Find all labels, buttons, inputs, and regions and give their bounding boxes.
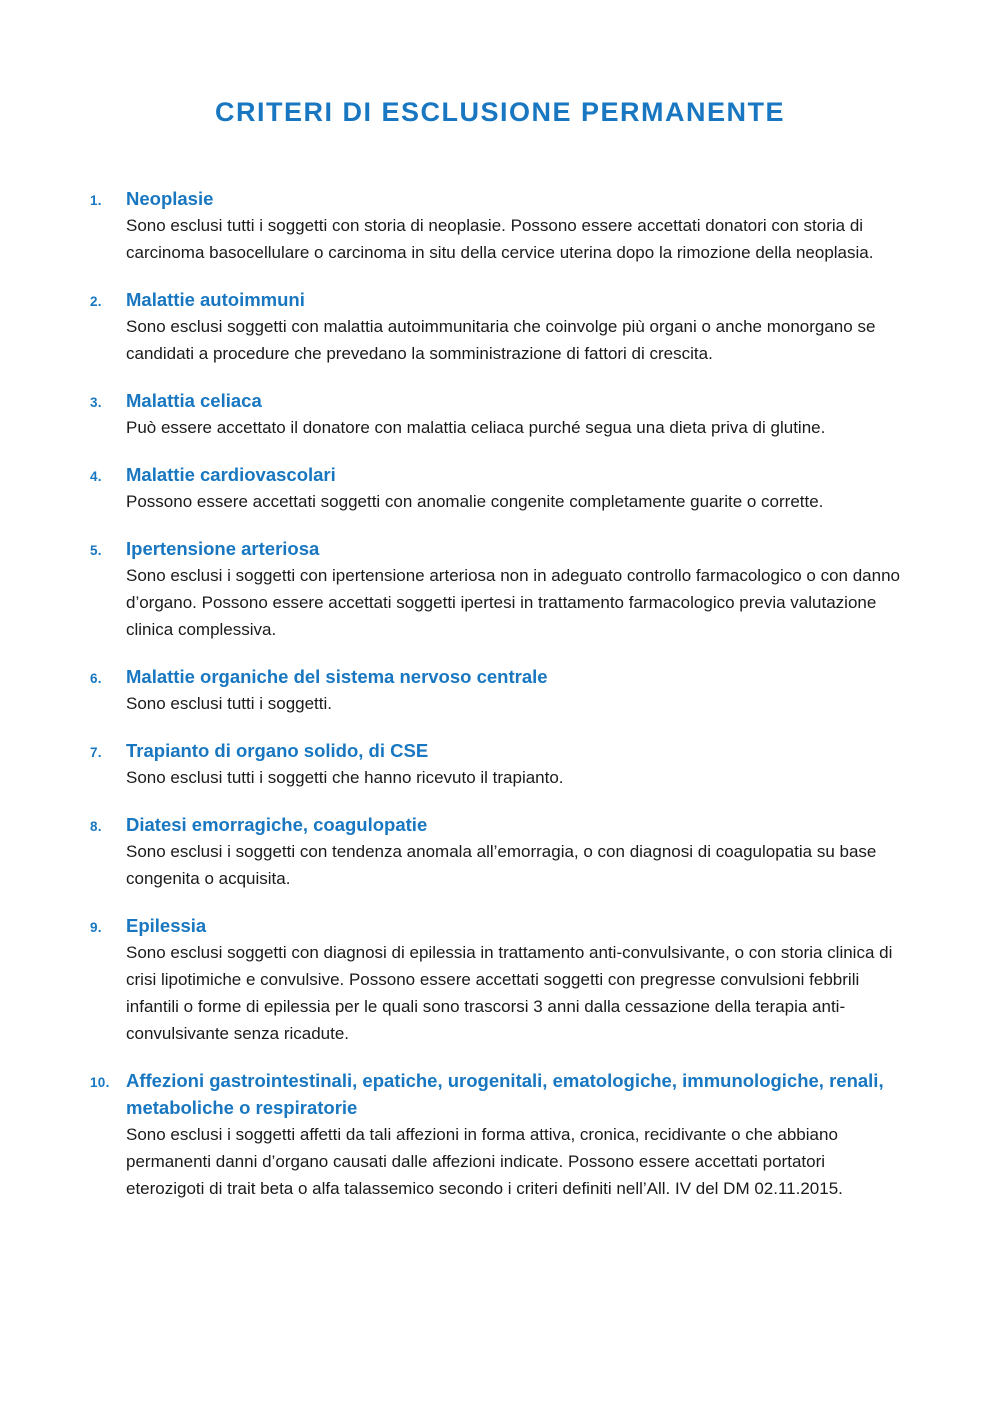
item-number: 7. — [90, 745, 102, 760]
item-body: Sono esclusi i soggetti con ipertensione arteriosa non in adeguato controllo farmacologico o con danno d’organo. Possono essere accettati soggetti ipertesi in trattamento farmacologico previa valutazione clinica complessiva. — [126, 566, 900, 639]
item-number: 1. — [90, 193, 102, 208]
item-heading: Trapianto di organo solido, di CSE — [126, 740, 429, 761]
list-item — [90, 663, 905, 717]
item-number: 10. — [90, 1075, 110, 1090]
list-item — [90, 535, 905, 643]
item-heading: Diatesi emorragiche, coagulopatie — [126, 814, 428, 835]
item-heading: Malattie organiche del sistema nervoso centrale — [126, 666, 548, 687]
item-content — [126, 387, 901, 441]
item-body: Può essere accettato il donatore con malattia celiaca purché segua una dieta priva di glutine. — [126, 418, 826, 437]
list-item — [90, 912, 905, 1047]
exclusion-criteria-list — [90, 185, 905, 1202]
item-heading: Neoplasie — [126, 188, 214, 209]
item-content — [126, 1067, 901, 1202]
item-content — [126, 185, 901, 266]
item-content — [126, 535, 901, 643]
list-item — [90, 1067, 905, 1202]
item-body: Sono esclusi i soggetti affetti da tali affezioni in forma attiva, cronica, recidivante o che abbiano permanenti danni d’organo causati dalle affezioni indicate. Possono essere accettati portatori eterozigoti di trait beta o alfa talassemico secondo i criteri definiti nell’All. IV del DM 02.11.2015. — [126, 1125, 843, 1198]
list-item — [90, 286, 905, 367]
item-body: Sono esclusi tutti i soggetti con storia di neoplasie. Possono essere accettati donatori con storia di carcinoma basocellulare o carcinoma in situ della cervice uterina dopo la rimozione della neoplasia. — [126, 216, 874, 262]
item-number: 2. — [90, 294, 102, 309]
item-body: Sono esclusi tutti i soggetti che hanno ricevuto il trapianto. — [126, 768, 564, 787]
item-body: Sono esclusi i soggetti con tendenza anomala all’emorragia, o con diagnosi di coagulopatia su base congenita o acquisita. — [126, 842, 877, 888]
item-content — [126, 912, 901, 1047]
item-body: Sono esclusi soggetti con diagnosi di epilessia in trattamento anti-convulsivante, o con storia clinica di crisi lipotimiche e convulsive. Possono essere accettati soggetti con pregresse convulsioni febbrili infantili o forme di epilessia per le quali sono trascorsi 3 anni dalla cessazione della terapia anti-convulsivante senza ricadute. — [126, 943, 893, 1043]
item-heading: Epilessia — [126, 915, 207, 936]
list-item — [90, 811, 905, 892]
item-content — [126, 663, 901, 717]
item-number: 6. — [90, 671, 102, 686]
item-heading: Malattie autoimmuni — [126, 289, 305, 310]
list-item — [90, 185, 905, 266]
item-number: 3. — [90, 395, 102, 410]
item-content — [126, 286, 901, 367]
page-title: CRITERI DI ESCLUSIONE PERMANENTE — [214, 97, 786, 127]
item-number: 8. — [90, 819, 102, 834]
item-body: Possono essere accettati soggetti con anomalie congenite completamente guarite o corrette. — [126, 492, 824, 511]
list-item — [90, 461, 905, 515]
list-item — [90, 737, 905, 791]
item-heading: Malattia celiaca — [126, 390, 262, 411]
item-body: Sono esclusi soggetti con malattia autoimmunitaria che coinvolge più organi o anche monorgano se candidati a procedure che prevedano la somministrazione di fattori di crescita. — [126, 317, 876, 363]
item-number: 9. — [90, 920, 102, 935]
item-number: 4. — [90, 469, 102, 484]
item-heading: Ipertensione arteriosa — [126, 538, 320, 559]
item-content — [126, 461, 901, 515]
item-body: Sono esclusi tutti i soggetti. — [126, 694, 333, 713]
item-number: 5. — [90, 543, 102, 558]
item-heading: Affezioni gastrointestinali, epatiche, urogenitali, ematologiche, immunologiche, renali, metaboliche o respiratorie — [126, 1070, 884, 1118]
item-content — [126, 811, 901, 892]
item-content — [126, 737, 901, 791]
list-item — [90, 387, 905, 441]
item-heading: Malattie cardiovascolari — [126, 464, 336, 485]
